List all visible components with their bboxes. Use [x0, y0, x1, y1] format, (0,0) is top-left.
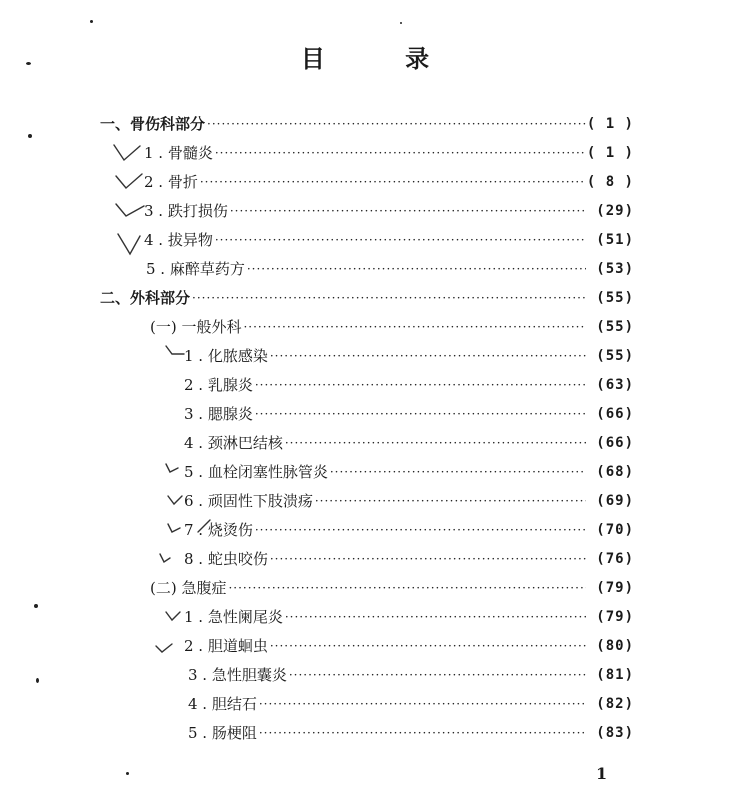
dot-leader [259, 692, 586, 716]
toc-entry-label: 一、骨伤科部分 [100, 115, 206, 133]
toc-entry[interactable] [184, 344, 634, 368]
toc-entry[interactable] [188, 692, 634, 716]
dot-leader [270, 634, 586, 658]
toc-entry-label: 3 . 急性胆囊炎 [188, 666, 287, 684]
check-mark-icon [118, 234, 140, 254]
toc-entry-section-2[interactable] [100, 286, 634, 310]
toc-entry-page: (80) [596, 638, 634, 654]
toc-entry-page: (66) [596, 406, 634, 422]
dot-leader [230, 199, 586, 223]
toc-entry-page: (79) [596, 609, 634, 625]
toc-entry-label: 8 . 蛇虫咬伤 [184, 550, 268, 568]
scan-speck [400, 22, 402, 24]
toc-entry-page: (63) [596, 377, 634, 393]
toc-entry[interactable] [184, 605, 634, 629]
dot-leader [215, 228, 586, 252]
toc-entry-label: 4 . 颈淋巴结核 [184, 434, 283, 452]
check-mark-icon [168, 496, 182, 504]
dot-leader [255, 518, 586, 542]
toc-entry-page: (70) [596, 522, 634, 538]
toc-entry[interactable] [188, 721, 634, 745]
scan-speck [36, 678, 39, 683]
toc-entry[interactable] [144, 141, 634, 165]
toc-entry[interactable] [184, 431, 634, 455]
toc-entry-page: ( 8 ) [586, 174, 634, 190]
toc-entry-page: (76) [596, 551, 634, 567]
toc-entry-page: (81) [596, 667, 634, 683]
dot-leader [247, 257, 586, 281]
toc-entry-label: 4 . 拔异物 [144, 231, 213, 249]
toc-entry-page: (55) [596, 348, 634, 364]
check-mark-icon [160, 554, 170, 562]
scan-speck [28, 134, 32, 138]
toc-entry-page: (66) [596, 435, 634, 451]
toc-entry-page: ( 1 ) [586, 145, 634, 161]
dot-leader [285, 431, 586, 455]
toc-entry-label: 3 . 腮腺炎 [184, 405, 253, 423]
toc-entry-label: (二) 急腹症 [150, 579, 227, 597]
toc-entry[interactable] [146, 257, 634, 281]
dot-leader [228, 576, 586, 600]
dot-leader [270, 344, 586, 368]
dot-leader [207, 112, 586, 136]
toc-entry-section-1[interactable] [100, 112, 634, 136]
toc-entry-page: (79) [596, 580, 634, 596]
dot-leader [270, 547, 586, 571]
toc-entry-label: 3 . 跌打损伤 [144, 202, 228, 220]
check-mark-icon [166, 346, 184, 354]
toc-entry-label: 2 . 乳腺炎 [184, 376, 253, 394]
dot-leader [285, 605, 586, 629]
scan-speck [90, 20, 93, 23]
toc-entry-label: 2 . 胆道蛔虫 [184, 637, 268, 655]
toc-entry-label: 1 . 化脓感染 [184, 347, 268, 365]
toc-entry-label: 5 . 血栓闭塞性脉管炎 [184, 463, 328, 481]
dot-leader [330, 460, 586, 484]
scan-speck [34, 604, 38, 608]
toc-entry-page: (82) [596, 696, 634, 712]
toc-entry-page: (29) [596, 203, 634, 219]
toc-entry-page: (83) [596, 725, 634, 741]
toc-entry[interactable] [184, 634, 634, 658]
toc-entry-page: ( 1 ) [586, 116, 634, 132]
dot-leader [259, 721, 586, 745]
dot-leader [215, 141, 586, 165]
check-mark-icon [166, 612, 180, 620]
toc-entry-page: (55) [596, 319, 634, 335]
toc-entry[interactable] [184, 547, 634, 571]
check-mark-icon [116, 174, 142, 188]
dot-leader [255, 373, 586, 397]
dot-leader [192, 286, 586, 310]
toc-entry[interactable] [184, 402, 634, 426]
check-mark-icon [166, 464, 178, 472]
toc-entry-label: 1 . 急性阑尾炎 [184, 608, 283, 626]
toc-entry-label: 2 . 骨折 [144, 173, 198, 191]
dot-leader [315, 489, 586, 513]
dot-leader [243, 315, 586, 339]
toc-entry-label: (一) 一般外科 [150, 318, 242, 336]
toc-entry-label: 6 . 顽固性下肢溃疡 [184, 492, 313, 510]
toc-entry-page: (51) [596, 232, 634, 248]
toc-entry-page: (53) [596, 261, 634, 277]
toc-entry-label: 二、外科部分 [100, 289, 191, 307]
toc-entry-label: 7 . 烧烫伤 [184, 521, 253, 539]
check-mark-icon [116, 204, 144, 216]
toc-entry-label: 4 . 胆结石 [188, 695, 257, 713]
page-number: 1 [596, 764, 608, 783]
toc-entry[interactable] [144, 228, 634, 252]
dot-leader [289, 663, 586, 687]
dot-leader [200, 170, 586, 194]
scan-speck [126, 772, 129, 775]
toc-entry[interactable] [184, 460, 634, 484]
toc-entry-page: (68) [596, 464, 634, 480]
toc-entry[interactable] [184, 518, 634, 542]
toc-entry-label: 5 . 肠梗阻 [188, 724, 257, 742]
toc-entry[interactable] [188, 663, 634, 687]
toc-entry-label: 5 . 麻醉草药方 [146, 260, 245, 278]
toc-entry-page: (55) [596, 290, 634, 306]
toc-entry[interactable] [144, 170, 634, 194]
dot-leader [255, 402, 586, 426]
toc-entry-subsection[interactable] [150, 315, 634, 339]
toc-entry-subsection[interactable] [150, 576, 634, 600]
page-title: 目 录 [300, 44, 466, 73]
check-mark-icon [168, 524, 180, 532]
toc-entry[interactable] [144, 199, 634, 223]
toc-entry-label: 1 . 骨髓炎 [144, 144, 213, 162]
toc-entry-page: (69) [596, 493, 634, 509]
check-mark-icon [156, 644, 172, 652]
toc-entry[interactable] [184, 489, 634, 513]
scan-speck [26, 62, 31, 65]
check-mark-icon [114, 145, 140, 160]
toc-entry[interactable] [184, 373, 634, 397]
